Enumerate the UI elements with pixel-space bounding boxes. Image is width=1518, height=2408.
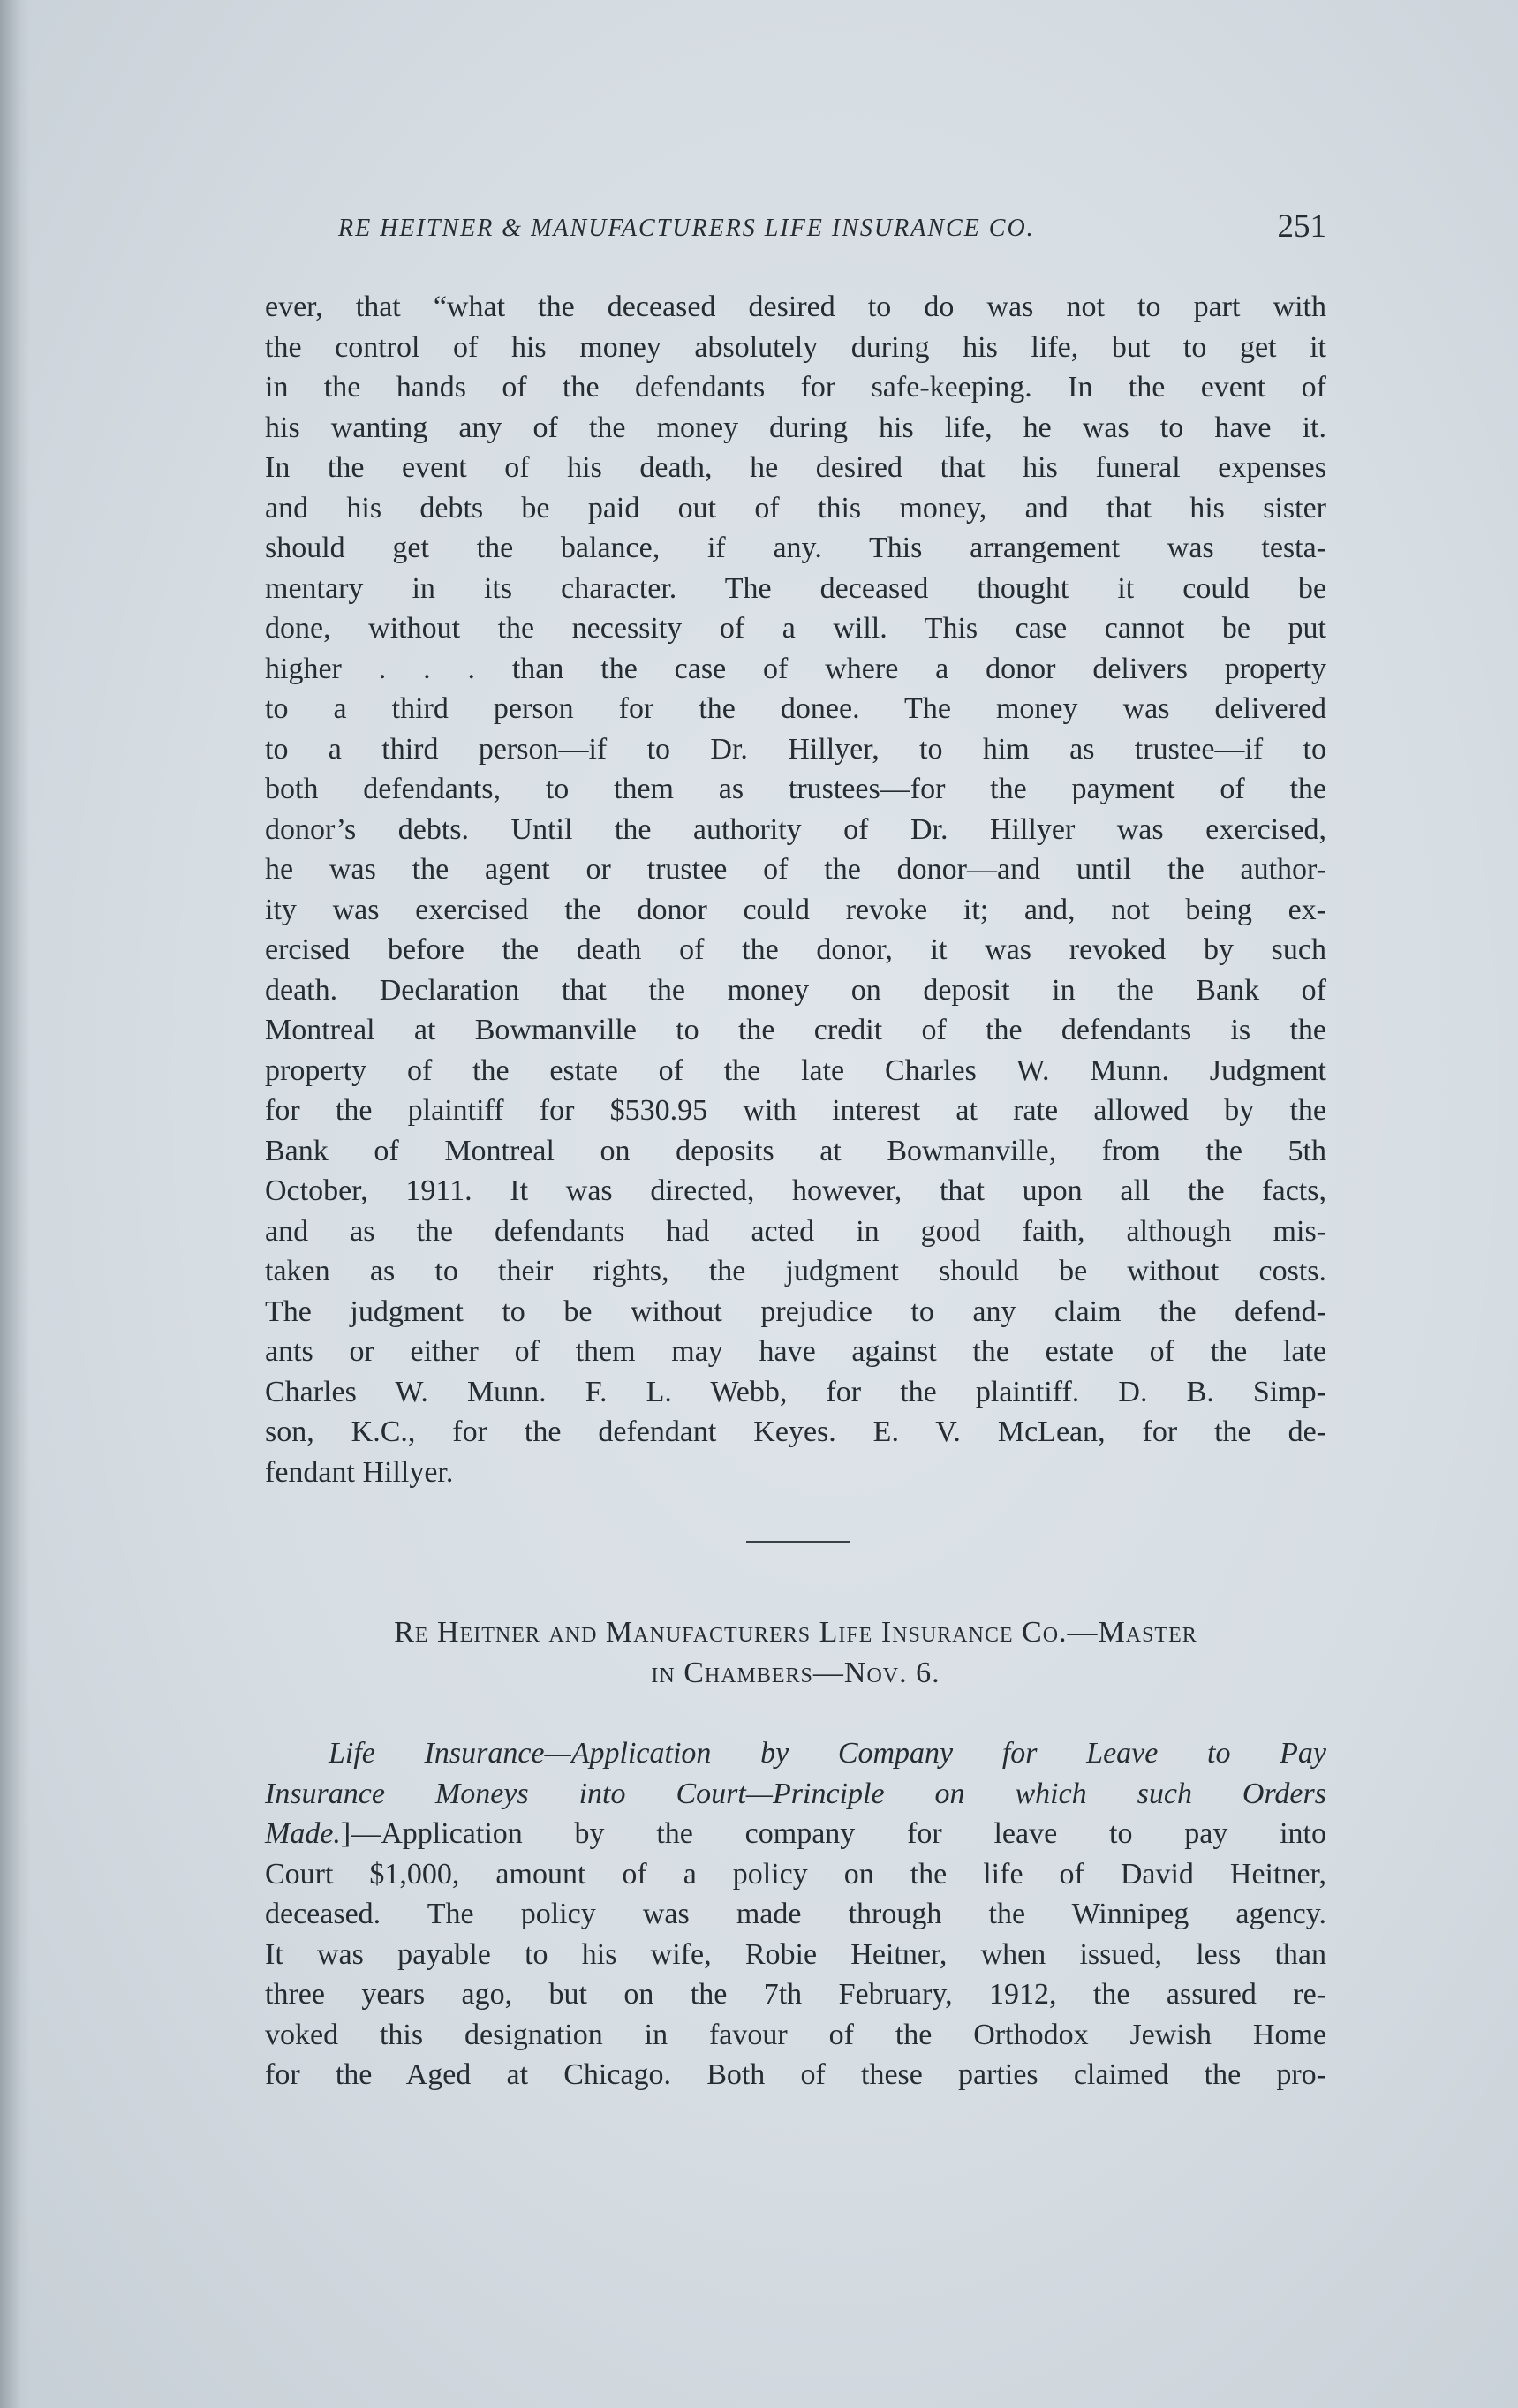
- text-run: ]—Application by the company for leave to pay into: [340, 1817, 1326, 1850]
- running-head-title: RE HEITNER & MANUFACTURERS LIFE INSURANCE CO.: [338, 215, 1035, 242]
- text-line: It was payable to his wife, Robie Heitner, when issued, less than: [265, 1937, 1326, 1971]
- text-line: he was the agent or trustee of the donor—and until the author-: [265, 853, 1326, 886]
- text-line: ity was exercised the donor could revoke it; and, not being ex-: [265, 893, 1326, 926]
- text-line: done, without the necessity of a will. This case cannot be put: [265, 612, 1326, 645]
- text-line: and as the defendants had acted in good faith, although mis-: [265, 1214, 1326, 1248]
- text-line: his wanting any of the money during his life, he was to have it.: [265, 411, 1326, 444]
- text-line: ever, that “what the deceased desired to do was not to part with: [265, 291, 1326, 323]
- section-divider: [746, 1541, 850, 1543]
- text-line: deceased. The policy was made through the Winnipeg agency.: [265, 1898, 1326, 1930]
- text-line: [265, 1733, 1326, 1774]
- text-line: property of the estate of the late Charles W. Munn. Judgment: [265, 1053, 1326, 1087]
- italic-headnote: Insurance Moneys into Court—Principle on which such Orders: [265, 1777, 1326, 1810]
- page-number: 251: [1277, 208, 1326, 245]
- text-line: ercised before the death of the donor, it was revoked by such: [265, 933, 1326, 966]
- text-line: both defendants, to them as trustees—for the payment of the: [265, 773, 1326, 805]
- text-line: and his debts be paid out of this money, and that his sister: [265, 491, 1326, 525]
- case-heading: [265, 1612, 1326, 1694]
- page-binding-shadow: [0, 0, 30, 2408]
- text-line: The judgment to be without prejudice to any claim the defend-: [265, 1295, 1326, 1328]
- italic-headnote: Life Insurance—Application by Company for Leave to Pay: [329, 1737, 1326, 1770]
- case-heading-line: Re Heitner and Manufacturers Life Insurance Co.—Master: [394, 1616, 1197, 1649]
- text-line: to a third person—if to Dr. Hillyer, to him as trustee—if to: [265, 732, 1326, 766]
- text-line: voked this designation in favour of the Orthodox Jewish Home: [265, 2018, 1326, 2051]
- text-line: Court $1,000, amount of a policy on the life of David Heitner,: [265, 1857, 1326, 1891]
- text-line: [265, 1814, 1326, 1854]
- text-line: for the plaintiff for $530.95 with interest at rate allowed by the: [265, 1094, 1326, 1127]
- text-line: death. Declaration that the money on deposit in the Bank of: [265, 973, 1326, 1007]
- text-line: mentary in its character. The deceased thought it could be: [265, 571, 1326, 605]
- paragraph-judgment: [265, 287, 1326, 1492]
- text-line: [265, 1774, 1326, 1815]
- text-line: ants or either of them may have against the estate of the late: [265, 1335, 1326, 1368]
- text-line: donor’s debts. Until the authority of Dr. Hillyer was exercised,: [265, 812, 1326, 846]
- text-line: three years ago, but on the 7th February, 1912, the assured re-: [265, 1978, 1326, 2011]
- text-line: Montreal at Bowmanville to the credit of the defendants is the: [265, 1014, 1326, 1046]
- text-line: son, K.C., for the defendant Keyes. E. V. McLean, for the de-: [265, 1415, 1326, 1448]
- text-line: in the hands of the defendants for safe-keeping. In the event of: [265, 371, 1326, 404]
- running-head: [265, 206, 1326, 259]
- paragraph-application: [265, 1733, 1326, 2095]
- text-line: to a third person for the donee. The money was delivered: [265, 692, 1326, 725]
- text-line: Charles W. Munn. F. L. Webb, for the plaintiff. D. B. Simp-: [265, 1375, 1326, 1408]
- text-line: for the Aged at Chicago. Both of these parties claimed the pro-: [265, 2058, 1326, 2091]
- text-line: taken as to their rights, the judgment should be without costs.: [265, 1255, 1326, 1287]
- text-line: the control of his money absolutely during his life, but to get it: [265, 330, 1326, 364]
- italic-headnote: Made.: [265, 1817, 341, 1850]
- text-line: In the event of his death, he desired that his funeral expenses: [265, 451, 1326, 484]
- text-line: October, 1911. It was directed, however, that upon all the facts,: [265, 1174, 1326, 1207]
- text-line: should get the balance, if any. This arrangement was testa-: [265, 532, 1326, 564]
- case-heading-line: in Chambers—Nov. 6.: [651, 1657, 940, 1689]
- text-line: fendant Hillyer.: [265, 1455, 454, 1489]
- text-line: higher . . . than the case of where a donor delivers property: [265, 652, 1326, 685]
- text-line: Bank of Montreal on deposits at Bowmanville, from the 5th: [265, 1134, 1326, 1167]
